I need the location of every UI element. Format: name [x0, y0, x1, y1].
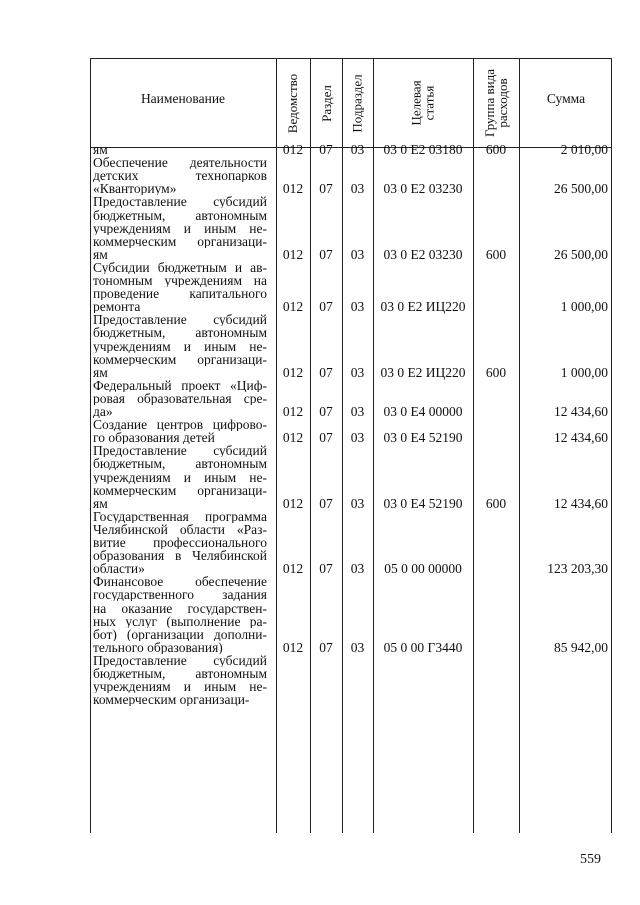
row-name-line: витие профессионального — [93, 536, 267, 549]
row-name-line: Финансовое обеспечение — [93, 575, 267, 589]
header-vedomstvo-text: Ведомство — [285, 73, 301, 133]
divider-podr-cel — [373, 58, 374, 833]
row-name-line: Федеральный проект «Циф- — [93, 378, 267, 392]
row-name-line: учреждениям и иным не- — [93, 339, 267, 353]
header-celevaya-line2: статья — [421, 85, 437, 121]
header-razdel — [310, 59, 342, 147]
header-celevaya — [373, 59, 473, 147]
row-name-line: ям — [93, 143, 108, 156]
row-name-line: на оказание государствен- — [93, 601, 267, 615]
row-name-line: учреждениям и иным не- — [93, 221, 267, 235]
row-name-line: Создание центров цифрово- — [93, 418, 267, 432]
row-name-line: ям — [93, 496, 108, 510]
row-vedomstvo: 012 — [282, 430, 304, 446]
divider-ved-razd — [310, 58, 311, 833]
header-vedomstvo — [276, 59, 310, 147]
row-celevaya-statya: 05 0 00 Г3440 — [383, 639, 463, 655]
row-vedomstvo: 012 — [282, 142, 304, 157]
header-podrazdel-text: Подраздел — [350, 73, 366, 133]
row-celevaya-statya: 03 0 E2 03230 — [383, 181, 463, 197]
row-celevaya-statya: 05 0 00 00000 — [384, 561, 462, 577]
row-name-line: тономным учреждениям на — [93, 274, 267, 287]
row-summa: 26 500,00 — [554, 181, 608, 197]
row-name-line: бот) (организации дополни- — [93, 627, 267, 641]
divider-name-ved — [276, 58, 277, 833]
row-summa: 123 203,30 — [547, 561, 608, 577]
row-celevaya-statya: 03 0 E4 00000 — [383, 404, 463, 419]
row-vedomstvo: 012 — [282, 639, 304, 655]
row-name-line: коммерческим организаци- — [93, 693, 250, 707]
row-vedomstvo: 012 — [282, 404, 304, 419]
row-podrazdel: 03 — [350, 495, 365, 511]
row-name-line: коммерческим организаци- — [93, 234, 267, 248]
row-vedomstvo: 012 — [282, 561, 304, 577]
row-gruppa-vida: 600 — [485, 364, 507, 380]
row-gruppa-vida: 600 — [485, 142, 507, 157]
row-summa: 12 434,60 — [554, 495, 608, 511]
row-name-line: бюджетным, автономным — [93, 457, 267, 471]
row-podrazdel: 03 — [350, 561, 365, 577]
row-name-line: Предоставление субсидий — [93, 444, 267, 458]
row-name-line: учреждениям и иным не- — [93, 680, 267, 694]
divider-razd-podr — [342, 58, 343, 833]
row-summa: 12 434,60 — [554, 430, 608, 446]
row-razdel: 07 — [319, 299, 333, 315]
row-name-line: да» — [93, 405, 113, 418]
row-podrazdel: 03 — [350, 299, 365, 315]
row-celevaya-statya: 03 0 E2 ИЦ220 — [380, 364, 466, 380]
header-gruppa-text — [483, 69, 509, 137]
row-vedomstvo: 012 — [282, 299, 304, 315]
page-number: 559 — [580, 852, 601, 867]
header-summa: Сумма — [546, 91, 586, 106]
header-celevaya-line1: Целевая — [408, 80, 424, 126]
row-name-line: бюджетным, автономным — [93, 208, 267, 222]
row-razdel: 07 — [319, 142, 333, 157]
row-name-line: Государственная программа — [93, 509, 267, 523]
row-celevaya-statya: 03 0 E2 03180 — [383, 142, 463, 157]
row-name-line: коммерческим организаци- — [93, 352, 267, 366]
row-gruppa-vida: 600 — [485, 495, 507, 511]
row-name-line: Предоставление субсидий — [93, 653, 267, 667]
row-name-line: го образования детей — [93, 431, 215, 445]
row-name-line: Предоставление субсидий — [93, 195, 267, 209]
row-celevaya-statya: 03 0 E4 52190 — [383, 430, 463, 446]
row-vedomstvo: 012 — [282, 495, 304, 511]
row-name-line: ям — [93, 247, 108, 261]
row-podrazdel: 03 — [350, 430, 365, 446]
row-celevaya-statya: 03 0 E2 ИЦ220 — [380, 299, 466, 315]
row-name-line: ремонта — [93, 300, 141, 314]
row-name-line: государственного задания — [93, 588, 267, 602]
row-name-line: ных услуг (выполнение ра- — [93, 614, 267, 628]
row-podrazdel: 03 — [350, 181, 365, 197]
row-summa: 2 010,00 — [560, 142, 608, 157]
row-name-line: области» — [93, 562, 145, 576]
row-razdel: 07 — [319, 639, 333, 655]
row-podrazdel: 03 — [350, 639, 365, 655]
row-summa: 1 000,00 — [560, 364, 608, 380]
row-name-line: Субсидии бюджетным и ав- — [93, 260, 267, 274]
row-name-line: бюджетным, автономным — [93, 326, 267, 340]
row-name-line: Обеспечение деятельности — [93, 156, 267, 170]
row-razdel: 07 — [319, 364, 333, 380]
row-podrazdel: 03 — [350, 246, 365, 262]
header-name: Наименование — [140, 91, 226, 106]
header-gruppa — [473, 59, 519, 147]
row-name-line: ям — [93, 365, 108, 379]
row-razdel: 07 — [319, 495, 333, 511]
row-summa: 26 500,00 — [554, 246, 608, 262]
row-vedomstvo: 012 — [282, 364, 304, 380]
row-name-line: Предоставление субсидий — [93, 313, 267, 327]
row-name-line: образования в Челябинской — [93, 549, 267, 563]
left-border — [90, 58, 91, 833]
row-gruppa-vida: 600 — [485, 246, 507, 262]
row-podrazdel: 03 — [350, 364, 365, 380]
row-razdel: 07 — [319, 430, 333, 446]
row-name-line: Челябинской области «Раз- — [93, 522, 267, 536]
row-name-line: коммерческим организаци- — [93, 483, 267, 497]
header-gruppa-line1: Группа вида — [482, 69, 498, 137]
row-razdel: 07 — [319, 404, 333, 419]
row-name-line: учреждениям и иным не- — [93, 470, 267, 484]
header-podrazdel — [342, 59, 373, 147]
row-razdel: 07 — [319, 561, 333, 577]
row-summa: 1 000,00 — [560, 299, 608, 315]
row-name-line: ровая образовательная сре- — [93, 391, 267, 405]
header-gruppa-line2: расходов — [495, 78, 511, 128]
row-summa: 85 942,00 — [554, 639, 608, 655]
row-celevaya-statya: 03 0 E2 03230 — [383, 246, 463, 262]
row-razdel: 07 — [319, 246, 333, 262]
row-name-line: «Кванториум» — [93, 182, 177, 196]
right-border — [611, 58, 612, 833]
divider-cel-grp — [473, 58, 474, 833]
row-razdel: 07 — [319, 181, 333, 197]
header-celevaya-text — [410, 80, 436, 125]
row-vedomstvo: 012 — [282, 181, 304, 197]
row-name-line: бюджетным, автономным — [93, 667, 267, 680]
row-name-line: детских технопарков — [93, 169, 267, 183]
row-name-line: тельного образования) — [93, 640, 223, 654]
row-name-line: проведение капитального — [93, 287, 267, 301]
row-podrazdel: 03 — [350, 142, 365, 157]
row-celevaya-statya: 03 0 E4 52190 — [383, 495, 463, 511]
divider-grp-sum — [519, 58, 520, 833]
header-razdel-text: Раздел — [318, 84, 334, 122]
row-summa: 12 434,60 — [554, 404, 608, 419]
row-podrazdel: 03 — [350, 404, 365, 419]
row-vedomstvo: 012 — [282, 246, 304, 262]
